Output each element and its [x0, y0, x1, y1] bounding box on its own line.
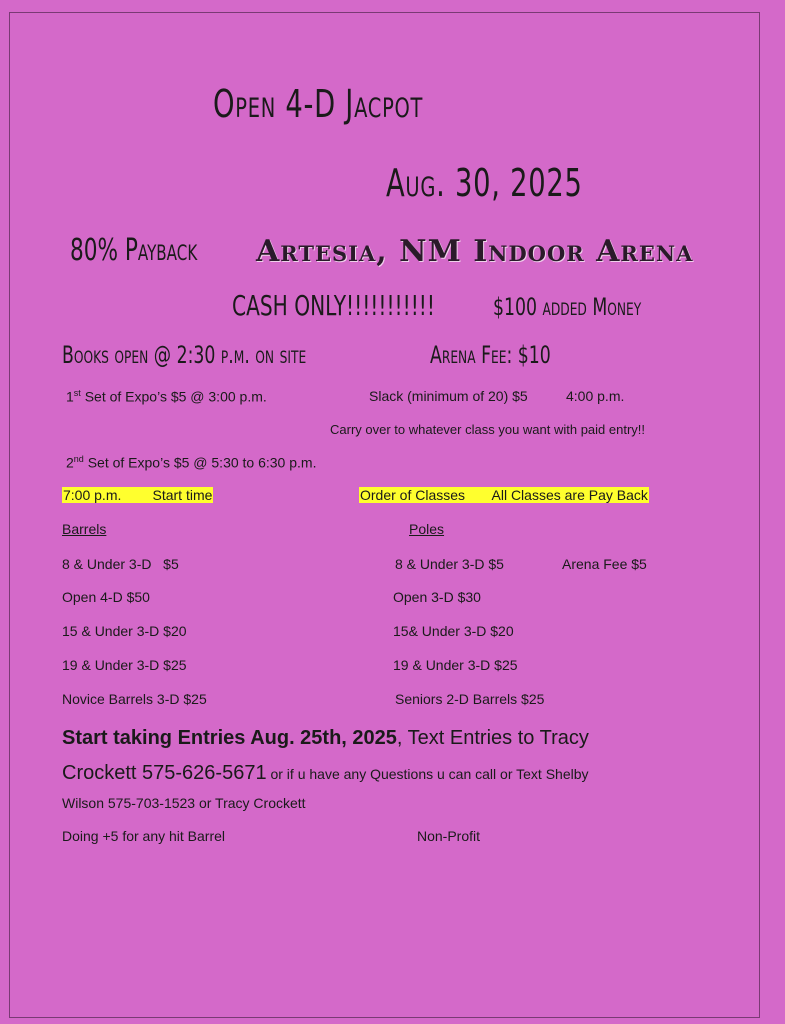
barrels-header: Barrels [62, 521, 107, 537]
start-time-highlight: 7:00 p.m. Start time [63, 487, 213, 503]
poles-arena-fee: Arena Fee $5 [562, 556, 647, 572]
carry-over-text: Carry over to whatever class you want with paid entry!! [330, 422, 646, 437]
poles-class-item: Open 3-D $30 [393, 589, 481, 605]
expo2-line: 2nd Set of Expo’s $5 @ 5:30 to 6:30 p.m. [66, 454, 317, 471]
page-border [9, 12, 760, 1018]
poles-class-item: Seniors 2-D Barrels $25 [395, 691, 545, 707]
entries-line-2: Crockett 575-626-5671 or if u have any Questions u can call or Text Shelby [62, 762, 589, 784]
poles-class-item: 19 & Under 3-D $25 [393, 657, 518, 673]
barrels-class-item: 15 & Under 3-D $20 [62, 623, 187, 639]
order-of-classes-highlight: Order of Classes All Classes are Pay Back [360, 487, 648, 503]
expo1-line: 1st Set of Expo’s $5 @ 3:00 p.m. [66, 388, 267, 405]
barrels-class-item: Open 4-D $50 [62, 589, 150, 605]
poles-class-item: 15& Under 3-D $20 [393, 623, 514, 639]
poles-class-item: 8 & Under 3-D $5 [395, 556, 504, 572]
arena-fee-text: Arena Fee: $10 [430, 341, 551, 369]
barrels-class-item: 8 & Under 3-D $5 [62, 556, 179, 572]
books-open-text: Books open @ 2:30 p.m. on site [62, 341, 307, 369]
slack-time: 4:00 p.m. [566, 388, 625, 404]
added-money-text: $100 added Money [493, 293, 642, 321]
venue-title: Artesia, NM Indoor Arena [256, 234, 694, 269]
hit-barrel-text: Doing +5 for any hit Barrel [62, 828, 226, 844]
entries-line-1: Start taking Entries Aug. 25th, 2025, Text Entries to Tracy [62, 727, 589, 749]
cash-only-text: CASH ONLY!!!!!!!!!!! [232, 289, 435, 322]
poles-header: Poles [409, 521, 445, 537]
barrels-class-item: Novice Barrels 3-D $25 [62, 691, 207, 707]
entries-line-3: Wilson 575-703-1523 or Tracy Crockett [62, 795, 306, 811]
non-profit-text: Non-Profit [417, 828, 481, 844]
event-title: Open 4-D Jacpot [213, 82, 424, 126]
payback-text: 80% Payback [70, 233, 198, 268]
barrels-class-item: 19 & Under 3-D $25 [62, 657, 187, 673]
event-date: Aug. 30, 2025 [386, 161, 583, 205]
slack-text: Slack (minimum of 20) $5 [369, 388, 528, 404]
